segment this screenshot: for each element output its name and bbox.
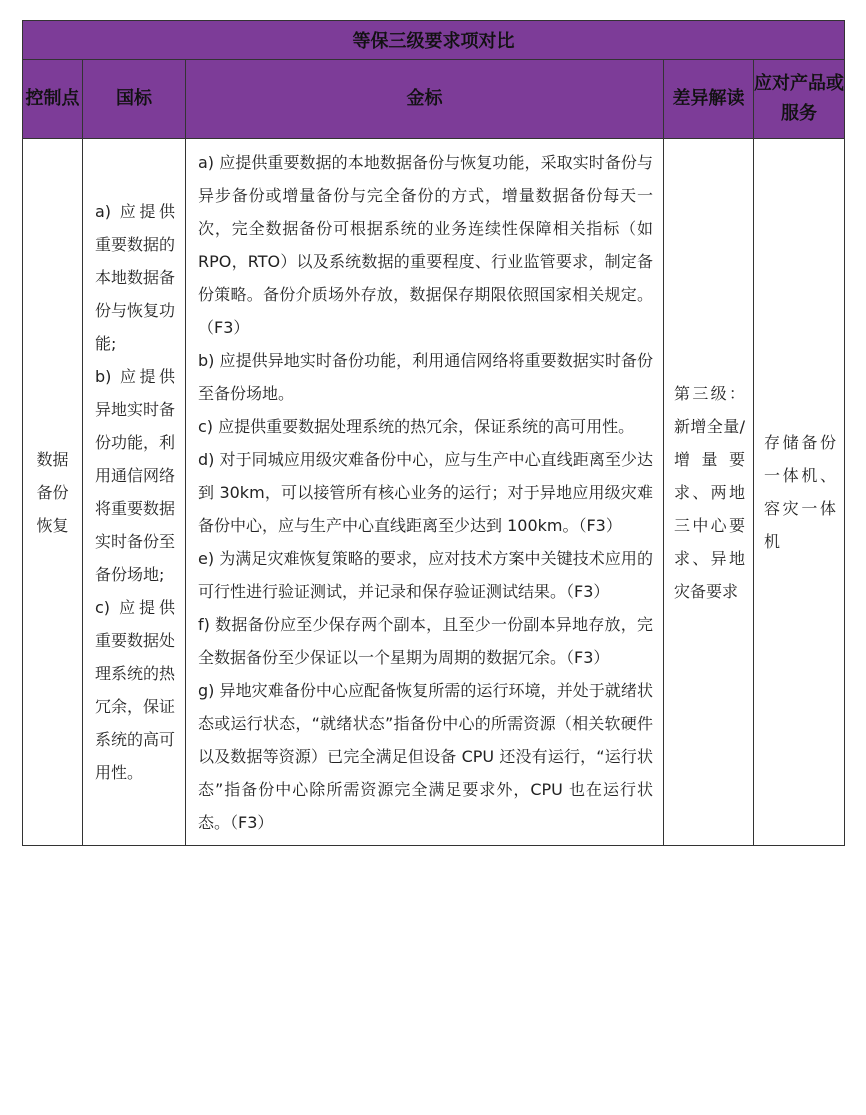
control-point-cell: 数据备份恢复 [23,139,83,846]
jb-item-a: a) 应提供重要数据的本地数据备份与恢复功能，采取实时备份与异步备份或增量备份与完全备份的方式，增量数据备份每天一次，完全数据备份可根据系统的业务连续性保障相关指标（如 RPO，RTO）以及系统数据的重要程度、行业监管要求，制定备份策略。备份介质场外存放，数据保存期限依照国家相关规定。（F3） [198,152,653,337]
header-control-point: 控制点 [23,60,83,139]
header-product: 应对产品或服务 [754,60,845,139]
jb-item-d: d) 对于同城应用级灾难备份中心，应与生产中心直线距离至少达到 30km，可以接管所有核心业务的运行；对于异地应用级灾难备份中心，应与生产中心直线距离至少达到 100km。（F3） [198,449,653,535]
jb-item-f: f) 数据备份应至少保存两个副本，且至少一份副本异地存放，完全数据备份至少保证以一个星期为周期的数据冗余。（F3） [198,614,653,667]
table-title: 等保三级要求项对比 [23,21,845,60]
header-national-standard: 国标 [83,60,186,139]
jb-item-c: c) 应提供重要数据处理系统的热冗余，保证系统的高可用性。 [198,416,635,436]
header-difference: 差异解读 [664,60,754,139]
gb-item-a: a) 应提供重要数据的本地数据备份与恢复功能; [95,202,176,353]
gb-item-c: c) 应提供重要数据处理系统的热冗余，保证系统的高可用性。 [95,598,176,782]
jb-item-e: e) 为满足灾难恢复策略的要求，应对技术方案中关键技术应用的可行性进行验证测试，并记录和保存验证测试结果。（F3） [198,548,653,601]
comparison-table [22,20,845,846]
national-standard-cell [83,139,186,846]
difference-cell: 第三级：新增全量/增量要求、两地三中心要求、异地灾备要求 [664,139,754,846]
jb-item-g: g) 异地灾难备份中心应配备恢复所需的运行环境，并处于就绪状态或运行状态，“就绪状态”指备份中心的所需资源（相关软硬件以及数据等资源）已完全满足但设备 CPU 还没有运行，“运行状态”指备份中心除所需资源完全满足要求外，CPU 也在运行状态。（F3） [198,680,653,832]
financial-standard-cell [186,139,664,846]
jb-item-b: b) 应提供异地实时备份功能，利用通信网络将重要数据实时备份至备份场地。 [198,350,653,403]
header-financial-standard: 金标 [186,60,664,139]
product-cell: 存储备份一体机、容灾一体机 [754,139,845,846]
gb-item-b: b) 应提供异地实时备份功能，利用通信网络将重要数据实时备份至备份场地; [95,367,176,584]
